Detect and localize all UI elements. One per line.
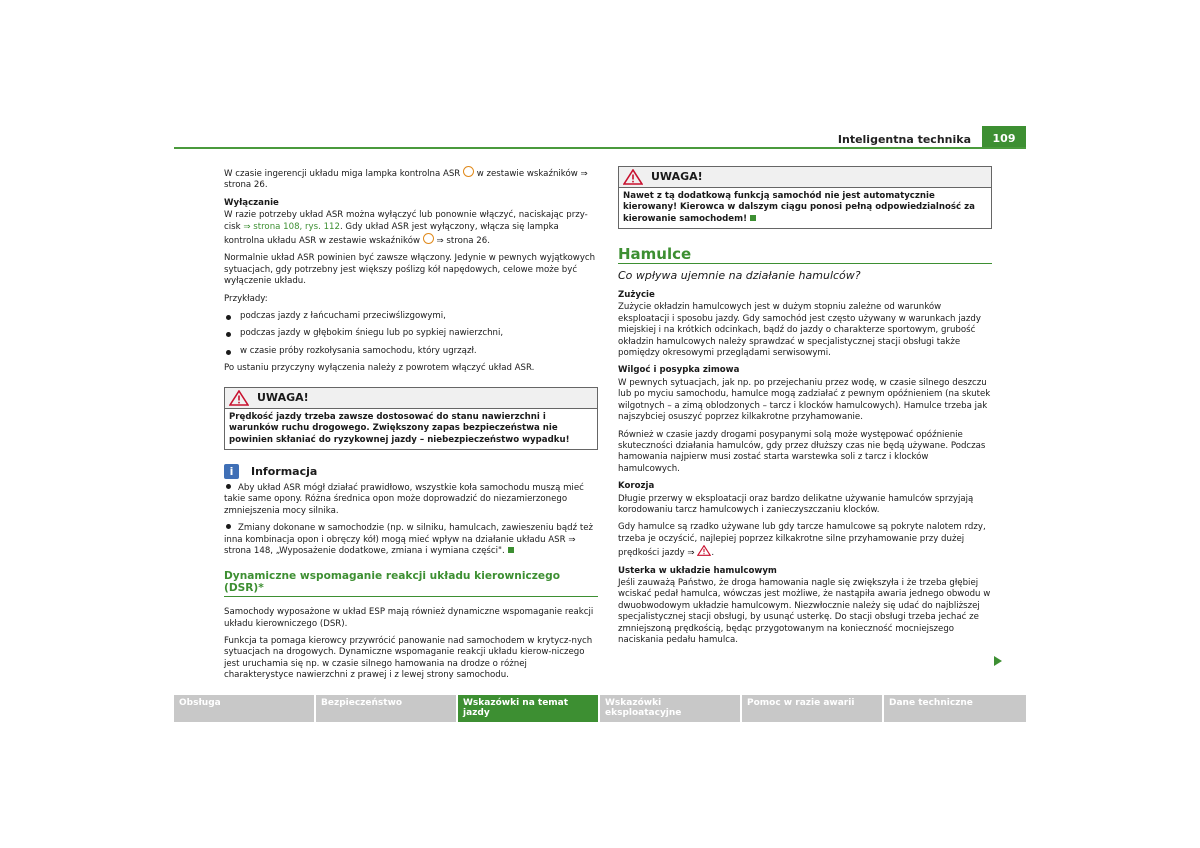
tab-wskazowki-jazdy[interactable]: Wskazówki na temat jazdy [458,695,598,722]
subheading-korozja: Korozja [618,481,655,492]
end-of-section-marker [750,215,756,221]
warning-header [225,388,597,409]
paragraph: Funkcja ta pomaga kierowcy przywrócić panowanie nad samochodem w krytycz-nych sytuacjach na drogowych. Dynamiczne wspomaganie reakcji układu kierow-niczego jest uruchamia się np. w czasie silnego hamowania na drodze o różnej charakterystyce nawierzchni z prawej i z lewej strony samochodu. [224,635,593,681]
paragraph: Przykłady: [224,293,268,304]
page-reference: ⇒ strona 26. [436,236,490,247]
warning-text [619,188,991,228]
end-of-section-marker [508,547,514,553]
subheading-zuzycie: Zużycie [618,290,655,301]
text: Zmiany dokonane w samochodzie (np. w silniku, hamulcach, zawieszeniu bądź też inna kombinacja opon i obręczy kół) mogą mieć wpływ na działanie układu ASR ⇒ strona 148, „Wyposażenie dodatkowe, zmiana i wymiana części". [224,523,594,556]
warning-triangle-icon [229,390,249,406]
tab-pomoc-awarii[interactable]: Pomoc w razie awarii [742,695,882,722]
paragraph: Samochody wyposażone w układ ESP mają również dynamiczne wspomaganie reakcji układu kierowniczego (DSR). [224,607,594,629]
subheading-wylaczanie: Wyłączanie [224,197,279,208]
info-header [224,464,598,479]
paragraph: W pewnych sytuacjach, jak np. po przejechaniu przez wodę, w czasie silnego deszczu lub po myciu samochodu, hamulce mogą zadziałać z pewnym opóźnieniem (na skutek wilgotnych – a zimą oblodzonych – tarcz i klocków hamulcowych). Hamulce trzeba jak najszybciej osuszyć poprzez kilkakrotne przyhamowanie. [618,377,991,423]
text: w zestawie wskaźników [476,169,578,179]
paragraph: Jeśli zauważą Państwo, że droga hamowania nagle się zwiększyła i że trzeba głębiej wciskać pedał hamulca, wówczas jest możliwe, że nastąpiła awaria jednego obwodu w dwuobwodowym układzie hamulcowym. Niezwłocznie należy się udać do najbliższej specjalistycznej stacji obsługi, by usunąć usterkę. Do stacji obsługi trzeba jechać ze zmniejszoną prędkością, będąc przygotowanym na konieczność mocniejszego naciskania pedału hamulca. [618,577,991,645]
list-item: podczas jazdy z łańcuchami przeciwślizgowymi, [224,311,598,322]
examples-list [224,311,598,357]
section-title: Hamulce [618,249,992,263]
bullet-dot [226,524,231,529]
text: W razie potrzeby układ ASR można wyłączyć lub ponownie włączyć, naciskając przy-cisk [224,210,588,232]
page-number: 109 [982,126,1026,149]
text: Gdy hamulce są rzadko używane lub gdy tarcze hamulcowe są pokryte nalotem rdzy, trzeba je oczyścić, najlepiej poprzez kilkakrotne silne przyhamowanie przy dużej prędkości jazdy ⇒ [618,522,986,559]
header-title: Inteligentna technika [837,133,971,146]
cross-reference-link[interactable]: ⇒ strona 108, rys. 112 [243,221,340,232]
tab-obsluga[interactable]: Obsługa [174,695,314,722]
paragraph: Gdy hamulce są rzadko używane lub gdy tarcze hamulcowe są pokryte nalotem rdzy, trzeba je oczyścić, najlepiej poprzez kilkakrotne silne przyhamowanie przy dużej prędkości jazdy ⇒ . [618,522,986,559]
header-divider [174,147,1026,149]
footer-nav [174,695,1026,722]
dsr-heading: Dynamiczne wspomaganie reakcji układu kierowniczego (DSR)* [224,571,598,597]
warning-header [619,167,991,188]
warning-title: UWAGA! [651,170,703,184]
right-column [618,166,992,652]
warning-box [224,387,598,450]
warning-box [618,166,992,229]
list-item: podczas jazdy w głębokim śniegu lub po sypkiej nawierzchni, [224,328,598,339]
asr-warning-lamp-icon [423,233,434,244]
warning-triangle-icon [697,545,711,556]
warning-title: UWAGA! [257,390,309,404]
paragraph-asr-lamp [224,166,598,192]
paragraph: Po ustaniu przyczyny wyłączenia należy z powrotem włączyć układ ASR. [224,363,535,374]
tab-bezpieczenstwo[interactable]: Bezpieczeństwo [316,695,456,722]
asr-warning-lamp-icon [463,166,474,177]
warning-triangle-icon [623,169,643,185]
text: . Gdy układ ASR jest wyłączony, włącza się lampka kontrolna układu ASR w zestawie wskaźników [224,221,559,247]
tab-dane-techniczne[interactable]: Dane techniczne [884,695,1026,722]
paragraph: Zużycie okładzin hamulcowych jest w dużym stopniu zależne od warunków eksploatacji i sposobu jazdy. Gdy samochód jest często używany w warunkach jazdy miejskiej i na krótkich odcinkach, bądź do jazdy o charakterze sportowym, grubość okładzin hamulcowych należy sprawdzać w specjalistycznej stacji obsługi także pomiędzy okresowymi przeglądami serwisowymi. [618,302,981,359]
paragraph: Długie przerwy w eksploatacji oraz bardzo delikatne używanie hamulców sprzyjają korodowaniu tarcz hamulcowych i zanieczyszczaniu klocków. [618,493,974,515]
paragraph: Również w czasie jazdy drogami posypanymi solą może występować opóźnienie skuteczności działania hamulców, gdy przez dłuższy czas nie będą używane. Podczas hamowania najpierw musi zostać starta warstewka soli z tarcz i klocków hamulcowych. [618,429,986,474]
paragraph-wylaczanie [224,210,598,247]
bullet-dot [226,484,231,489]
info-item [224,523,598,557]
continue-arrow-icon[interactable] [994,656,1002,666]
text: Aby układ ASR mógł działać prawidłowo, wszystkie koła samochodu muszą mieć takie same opony. Różna średnica opon może doprowadzić do niezamierzonego zmniejszenia mocy silnika. [224,482,584,516]
info-icon: i [224,464,239,479]
section-subtitle: Co wpływa ujemnie na działanie hamulców? [618,268,861,282]
paragraph: Normalnie układ ASR powinien być zawsze włączony. Jedynie w pewnych wyjątkowych sytuacjach, gdy potrzebny jest większy poślizg kół napędowych, celowe może być wyłączenie układu. [224,253,596,287]
warning-text: Prędkość jazdy trzeba zawsze dostosować do stanu nawierzchni i warunków ruchu drogowego. Zwiększony zapas bezpieczeństwa nie powinien skłaniać do ryzykownej jazdy – niebezpieczeństwo wypadku! [229,411,570,445]
tab-wskazowki-eksploatacyjne[interactable]: Wskazówki eksploatacyjne [600,695,740,722]
info-item [224,483,598,517]
page-reference: ⇒ strona 26. [224,169,588,191]
text: W czasie ingerencji układu miga lampka kontrolna ASR [224,169,461,179]
subheading-wilgoc: Wilgoć i posypka zimowa [618,365,740,376]
list-item: w czasie próby rozkołysania samochodu, który ugrzązł. [224,346,598,357]
subheading-usterka: Usterka w układzie hamulcowym [618,565,777,576]
info-title: Informacja [251,464,318,478]
left-column [224,166,598,688]
text: Nawet z tą dodatkową funkcją samochód nie jest automatycznie kierowany! Kierowca w dalszym ciągu ponosi pełną odpowiedzialność za kierowanie samochodem! [623,191,975,224]
